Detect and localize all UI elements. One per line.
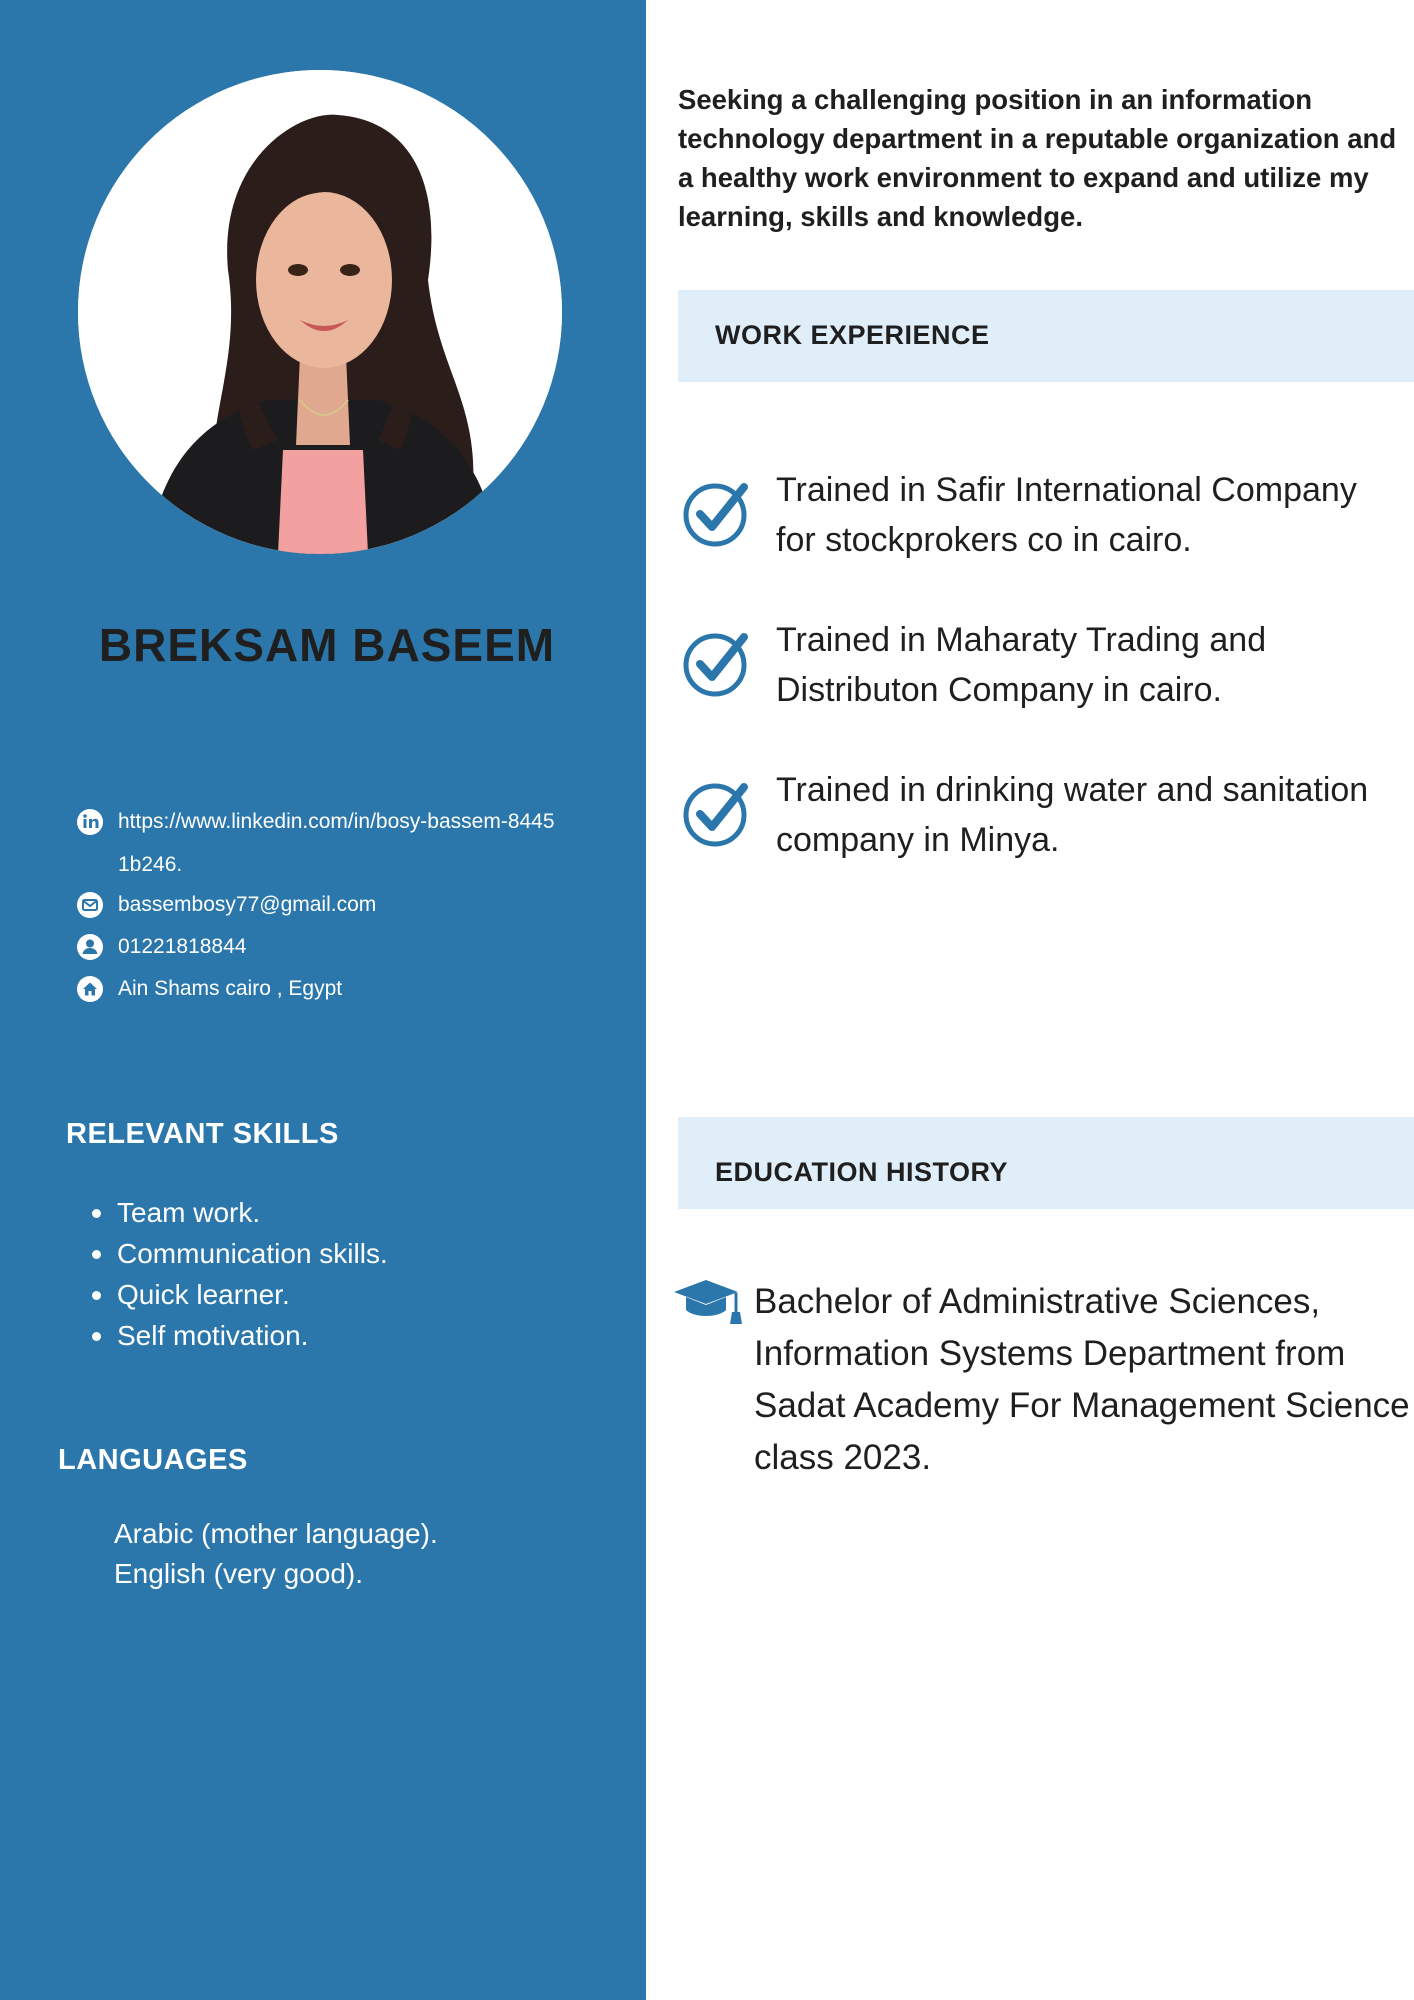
list-item: Team work. <box>92 1192 388 1233</box>
list-item: Arabic (mother language). <box>114 1518 438 1549</box>
phone-text: 01221818844 <box>118 935 247 958</box>
work-experience-band <box>678 290 1414 382</box>
education-history-heading: EDUCATION HISTORY <box>715 1157 1009 1187</box>
graduation-cap-icon <box>672 1278 744 1328</box>
check-circle-icon <box>682 777 752 847</box>
work-item <box>682 765 1396 865</box>
profile-photo <box>78 70 562 554</box>
objective-statement: Seeking a challenging position in an information technology department in a reputable organization and a healthy work environment to expand and utilize my learning, skills and knowledge. <box>678 84 1397 232</box>
list-item: Communication skills. <box>92 1233 388 1274</box>
list-item: Quick learner. <box>92 1274 388 1315</box>
check-circle-icon <box>682 627 752 697</box>
skills-heading: RELEVANT SKILLS <box>66 1118 339 1150</box>
profile-photo-image <box>78 70 562 554</box>
work-item-text: Trained in Safir International Company for stockprokers co in cairo. <box>776 471 1357 559</box>
home-icon <box>76 975 104 1003</box>
work-item <box>682 465 1396 565</box>
languages-list <box>114 1514 438 1594</box>
contact-linkedin <box>76 800 556 886</box>
list-item: English (very good). <box>114 1558 364 1589</box>
work-item-text: Trained in Maharaty Trading and Distributon Company in cairo. <box>776 621 1267 709</box>
email-text[interactable]: bassembosy77@gmail.com <box>118 893 377 916</box>
main-column <box>646 0 1414 2000</box>
work-experience-heading: WORK EXPERIENCE <box>715 320 990 350</box>
education-item <box>672 1276 1414 1484</box>
linkedin-link[interactable]: https://www.linkedin.com/in/bosy-bassem-84451b246. <box>118 810 555 876</box>
address-text: Ain Shams cairo , Egypt <box>118 977 343 1000</box>
education-item-text: Bachelor of Administrative Sciences, Information Systems Department from Sadat Academy For Management Science class 2023. <box>754 1282 1410 1477</box>
sidebar <box>0 0 646 2000</box>
check-circle-icon <box>682 477 752 547</box>
work-item <box>682 615 1396 715</box>
contact-list <box>76 800 556 1016</box>
work-item-text: Trained in drinking water and sanitation company in Minya. <box>776 771 1369 859</box>
education-history-band <box>678 1117 1414 1209</box>
skills-list <box>92 1192 388 1356</box>
user-icon <box>76 933 104 961</box>
languages-heading: LANGUAGES <box>58 1444 248 1476</box>
contact-address <box>76 974 556 1004</box>
contact-email <box>76 890 556 920</box>
mail-icon <box>76 891 104 919</box>
list-item: Self motivation. <box>92 1315 388 1356</box>
linkedin-icon <box>76 808 104 836</box>
contact-phone <box>76 932 556 962</box>
candidate-name: BREKSAM BASEEM <box>98 619 556 671</box>
